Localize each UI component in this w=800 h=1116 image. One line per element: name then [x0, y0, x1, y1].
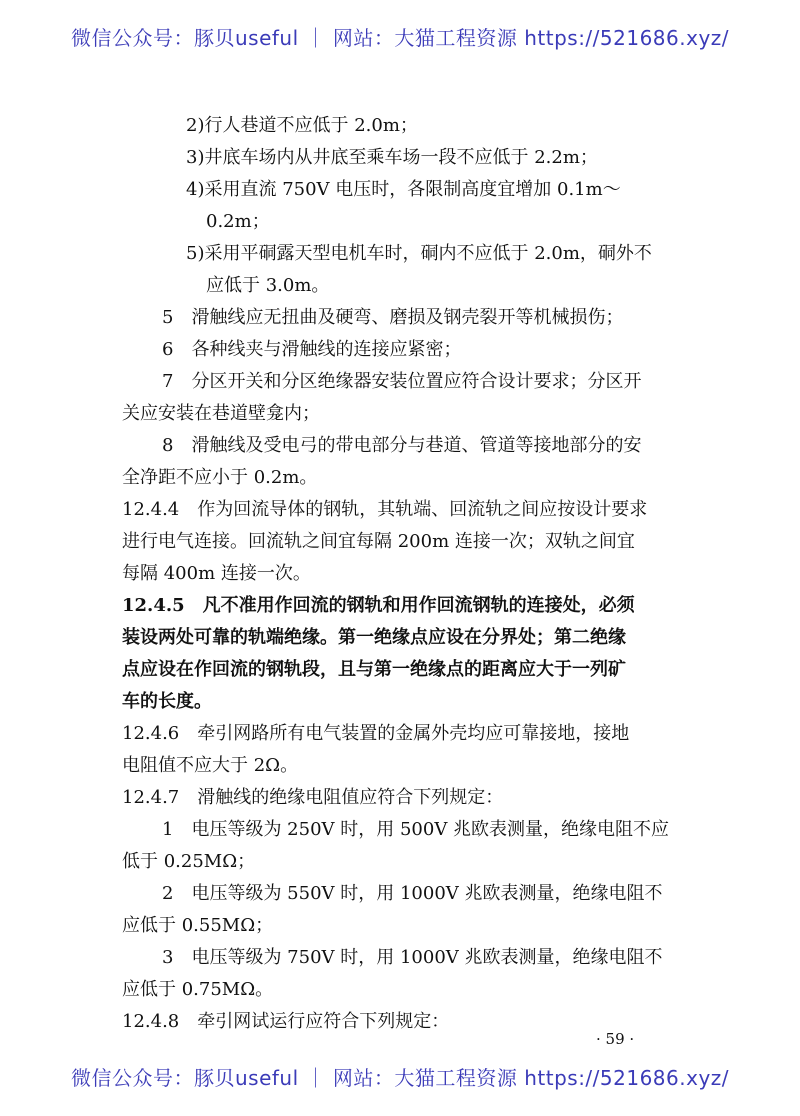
text-line: 每隔 400m 连接一次。	[122, 563, 311, 584]
text-line: 车的长度。	[122, 691, 212, 712]
text-line: 5)采用平硐露天型电机车时，硐内不应低于 2.0m，硐外不	[186, 243, 652, 264]
page-number: · 59 ·	[596, 1030, 635, 1048]
text-line: 点应设在作回流的钢轨段，且与第一绝缘点的距离应大于一列矿	[122, 659, 626, 680]
text-line: 应低于 3.0m。	[206, 275, 330, 296]
text-line: 电阻值不应大于 2Ω。	[122, 755, 299, 776]
text-line: 0.2m；	[206, 211, 270, 232]
text-line: 关应安装在巷道壁龛内；	[122, 403, 320, 424]
text-line: 8 滑触线及受电弓的带电部分与巷道、管道等接地部分的安	[162, 435, 642, 456]
text-line: 低于 0.25MΩ；	[122, 851, 256, 872]
text-line: 1 电压等级为 250V 时，用 500V 兆欧表测量，绝缘电阻不应	[162, 819, 670, 840]
text-line: 2 电压等级为 550V 时，用 1000V 兆欧表测量，绝缘电阻不	[162, 883, 663, 904]
watermark-top: 微信公众号：豚贝useful ｜ 网站：大猫工程资源 https://521686.xyz/	[70, 26, 730, 50]
text-line: 2)行人巷道不应低于 2.0m；	[186, 115, 418, 136]
text-line: 4)采用直流 750V 电压时，各限制高度宜增加 0.1m～	[186, 179, 621, 200]
text-line: 应低于 0.55MΩ；	[122, 915, 274, 936]
text-line: 全净距不应小于 0.2m。	[122, 467, 318, 488]
text-line: 装设两处可靠的轨端绝缘。第一绝缘点应设在分界处；第二绝缘	[122, 627, 626, 648]
text-line: 进行电气连接。回流轨之间宜每隔 200m 连接一次；双轨之间宜	[122, 531, 635, 552]
clause-12-4-8: 12.4.8 牵引网试运行应符合下列规定：	[122, 1011, 450, 1032]
watermark-bottom: 微信公众号：豚贝useful ｜ 网站：大猫工程资源 https://521686.xyz/	[70, 1066, 730, 1090]
clause-12-4-4: 12.4.4 作为回流导体的钢轨，其轨端、回流轨之间应按设计要求	[122, 499, 648, 520]
text-line: 6 各种线夹与滑触线的连接应紧密；	[162, 339, 462, 360]
text-line: 应低于 0.75MΩ。	[122, 979, 274, 1000]
text-line: 5 滑触线应无扭曲及硬弯、磨损及钢壳裂开等机械损伤；	[162, 307, 624, 328]
text-line: 3)井底车场内从井底至乘车场一段不应低于 2.2m；	[186, 147, 598, 168]
clause-12-4-7: 12.4.7 滑触线的绝缘电阻值应符合下列规定：	[122, 787, 504, 808]
clause-12-4-5: 12.4.5 凡不准用作回流的钢轨和用作回流钢轨的连接处，必须	[122, 595, 635, 616]
text-line: 3 电压等级为 750V 时，用 1000V 兆欧表测量，绝缘电阻不	[162, 947, 663, 968]
text-line: 7 分区开关和分区绝缘器安装位置应符合设计要求；分区开	[162, 371, 642, 392]
clause-12-4-6: 12.4.6 牵引网路所有电气装置的金属外壳均应可靠接地，接地	[122, 723, 630, 744]
